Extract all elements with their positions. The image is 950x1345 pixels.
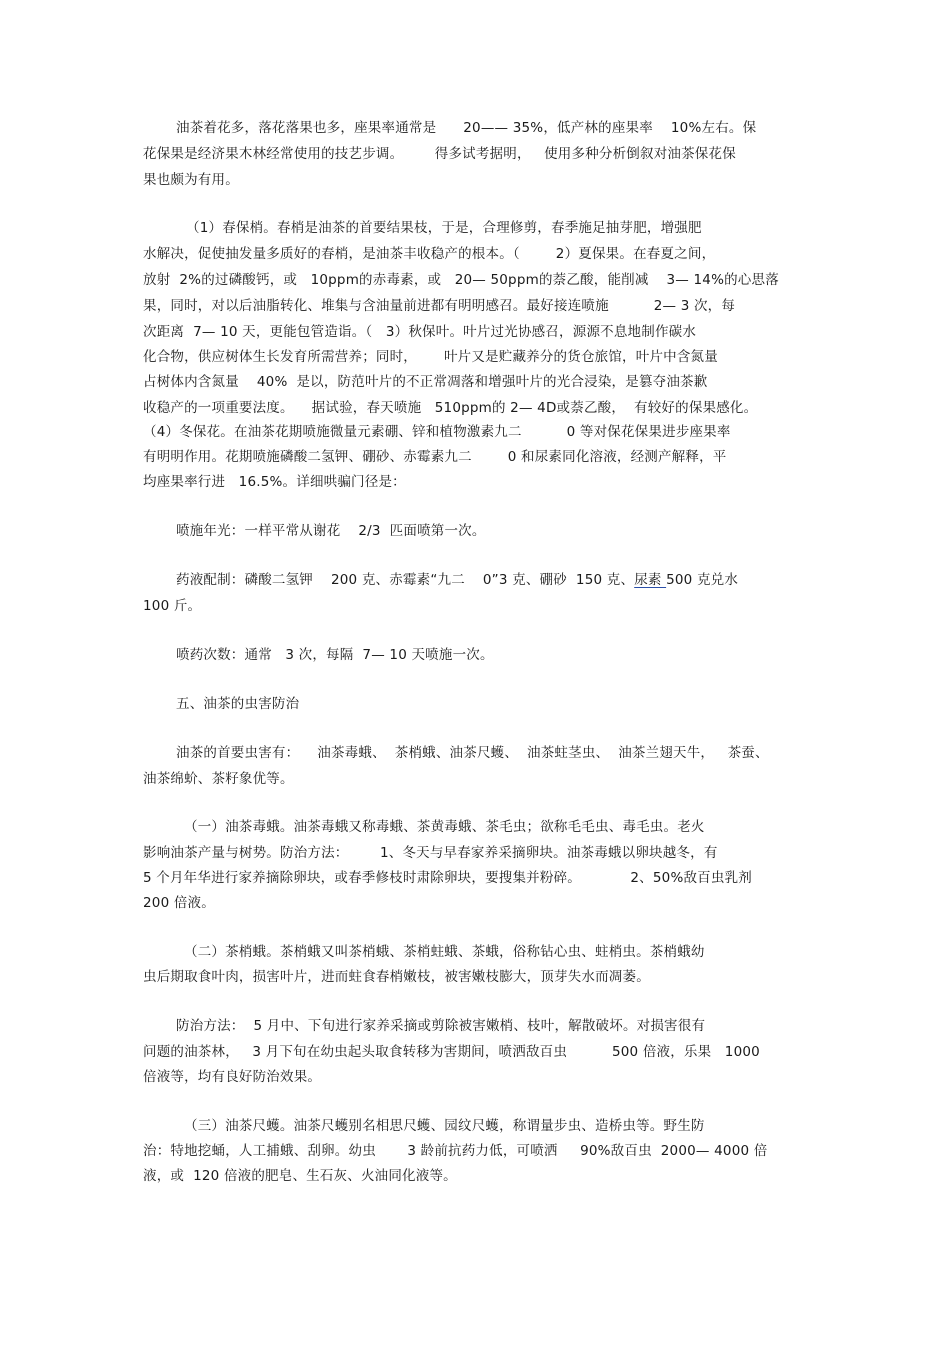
text-line: 有明明作用。花期喷施磷酸二氢钾、硼砂、赤霉素九二 0 和尿素同化溶液，经测产解释，平: [143, 449, 727, 465]
text-line: 油茶着花多，落花落果也多，座果率通常是 20—— 35%，低产林的座果率 10%左右。保: [176, 120, 757, 136]
text-line: 收稳产的一项重要法度。 据试验，春天喷施 510ppm的 2— 4D或萘乙酸， 有较好的保果感化。: [143, 400, 758, 416]
text-line: 油茶绵蚧、茶籽象优等。: [143, 771, 294, 787]
text-run: 500 克兑水: [666, 572, 739, 588]
text-line: （三）油茶尺蠖。油茶尺蠖别名相思尺蠖、园纹尺蠖，称谓量步虫、造桥虫等。野生防: [184, 1118, 705, 1134]
text-line: 化合物，供应树体生长发育所需营养；同时， 叶片又是贮藏养分的货仓旅馆，叶片中含氮量: [143, 349, 718, 365]
text-line: 喷药次数：通常 3 次，每隔 7— 10 天喷施一次。: [176, 647, 494, 663]
text-line: 问题的油茶林， 3 月下旬在幼虫起头取食转移为害期间，喷洒敌百虫 500 倍液，乐果 1000: [143, 1044, 760, 1060]
text-line: 喷施年光：一样平常从谢花 2/3 匹面喷第一次。: [176, 523, 486, 539]
text-line: 防治方法： 5 月中、下旬进行家养采摘或剪除被害嫩梢、枝叶，解散破坏。对损害很有: [176, 1018, 706, 1034]
text-line: 5 个月年华进行家养摘除卵块，或春季修枝时肃除卵块，要搜集并粉碎。 2、50%敌百虫乳剂: [143, 870, 752, 886]
text-line: 占树体内含氮量 40% 是以，防范叶片的不正常凋落和增强叶片的光合浸染，是篡夺油茶歉: [143, 374, 708, 390]
text-line: 放射 2%的过磷酸钙，或 10ppm的赤毒素，或 20— 50ppm的萘乙酸，能削减 3— 14%的心思落: [143, 272, 779, 288]
text-line: [176, 570, 738, 590]
text-line: 治：特地挖蛹，人工捕蛾、刮卵。幼虫 3 龄前抗药力低，可喷洒 90%敌百虫 2000— 4000 倍: [143, 1143, 768, 1159]
text-line: 果也颇为有用。: [143, 172, 239, 188]
text-line: 100 斤。: [143, 598, 202, 614]
text-run: 药液配制：磷酸二氢钾 200 克、赤霉素“九二 0”3 克、硼砂 150 克、: [176, 572, 635, 588]
text-line: 影响油茶产量与树势。防治方法： 1、冬天与早春家养采摘卵块。油茶毒蛾以卵块越冬，有: [143, 845, 718, 861]
section-heading: 五、油茶的虫害防治: [176, 696, 300, 712]
text-line: 液，或 120 倍液的肥皂、生石灰、火油同化液等。: [143, 1168, 457, 1184]
text-line: 果，同时，对以后油脂转化、堆集与含油量前进都有明明感召。最好接连喷施 2— 3 次，每: [143, 298, 736, 314]
text-line: 均座果率行进 16.5%。详细哄骗门径是：: [143, 474, 406, 490]
text-line: （4）冬保花。在油茶花期喷施微量元素硼、锌和植物激素九二 0 等对保花保果进步座果率: [143, 424, 731, 440]
text-line: （一）油茶毒蛾。油茶毒蛾又称毒蛾、茶黄毒蛾、茶毛虫；欲称毛毛虫、毒毛虫。老火: [184, 819, 705, 835]
text-line: （二）茶梢蛾。茶梢蛾又叫茶梢蛾、茶梢蛀蛾、茶蛾，俗称钻心虫、蛀梢虫。茶梢蛾幼: [184, 944, 705, 960]
text-line: 倍液等，均有良好防治效果。: [143, 1069, 322, 1085]
text-line: 花保果是经济果木林经常使用的技艺步调。 得多试考据明， 使用多种分析倒叙对油茶保花保: [143, 146, 736, 162]
text-line: （1）春保梢。春梢是油茶的首要结果枝，于是，合理修剪，春季施足抽芽肥，增强肥: [186, 220, 702, 236]
text-line: 水解决，促使抽发量多质好的春梢，是油茶丰收稳产的根本。（ 2）夏保果。在春夏之间，: [143, 246, 716, 262]
text-line: 油茶的首要虫害有： 油茶毒蛾、 茶梢蛾、油茶尺蠖、 油茶蛀茎虫、 油茶兰翅天牛， 茶蚕、: [176, 745, 769, 761]
text-line: 次距离 7— 10 天，更能包管造诣。（ 3）秋保叶。叶片过光协感召，源源不息地制作碳水: [143, 324, 697, 340]
text-line: 200 倍液。: [143, 895, 215, 911]
urea-link[interactable]: 尿素: [634, 572, 667, 588]
text-line: 虫后期取食叶肉，损害叶片，进而蛀食春梢嫩枝，被害嫩枝膨大，顶芽失水而凋萎。: [143, 969, 650, 985]
